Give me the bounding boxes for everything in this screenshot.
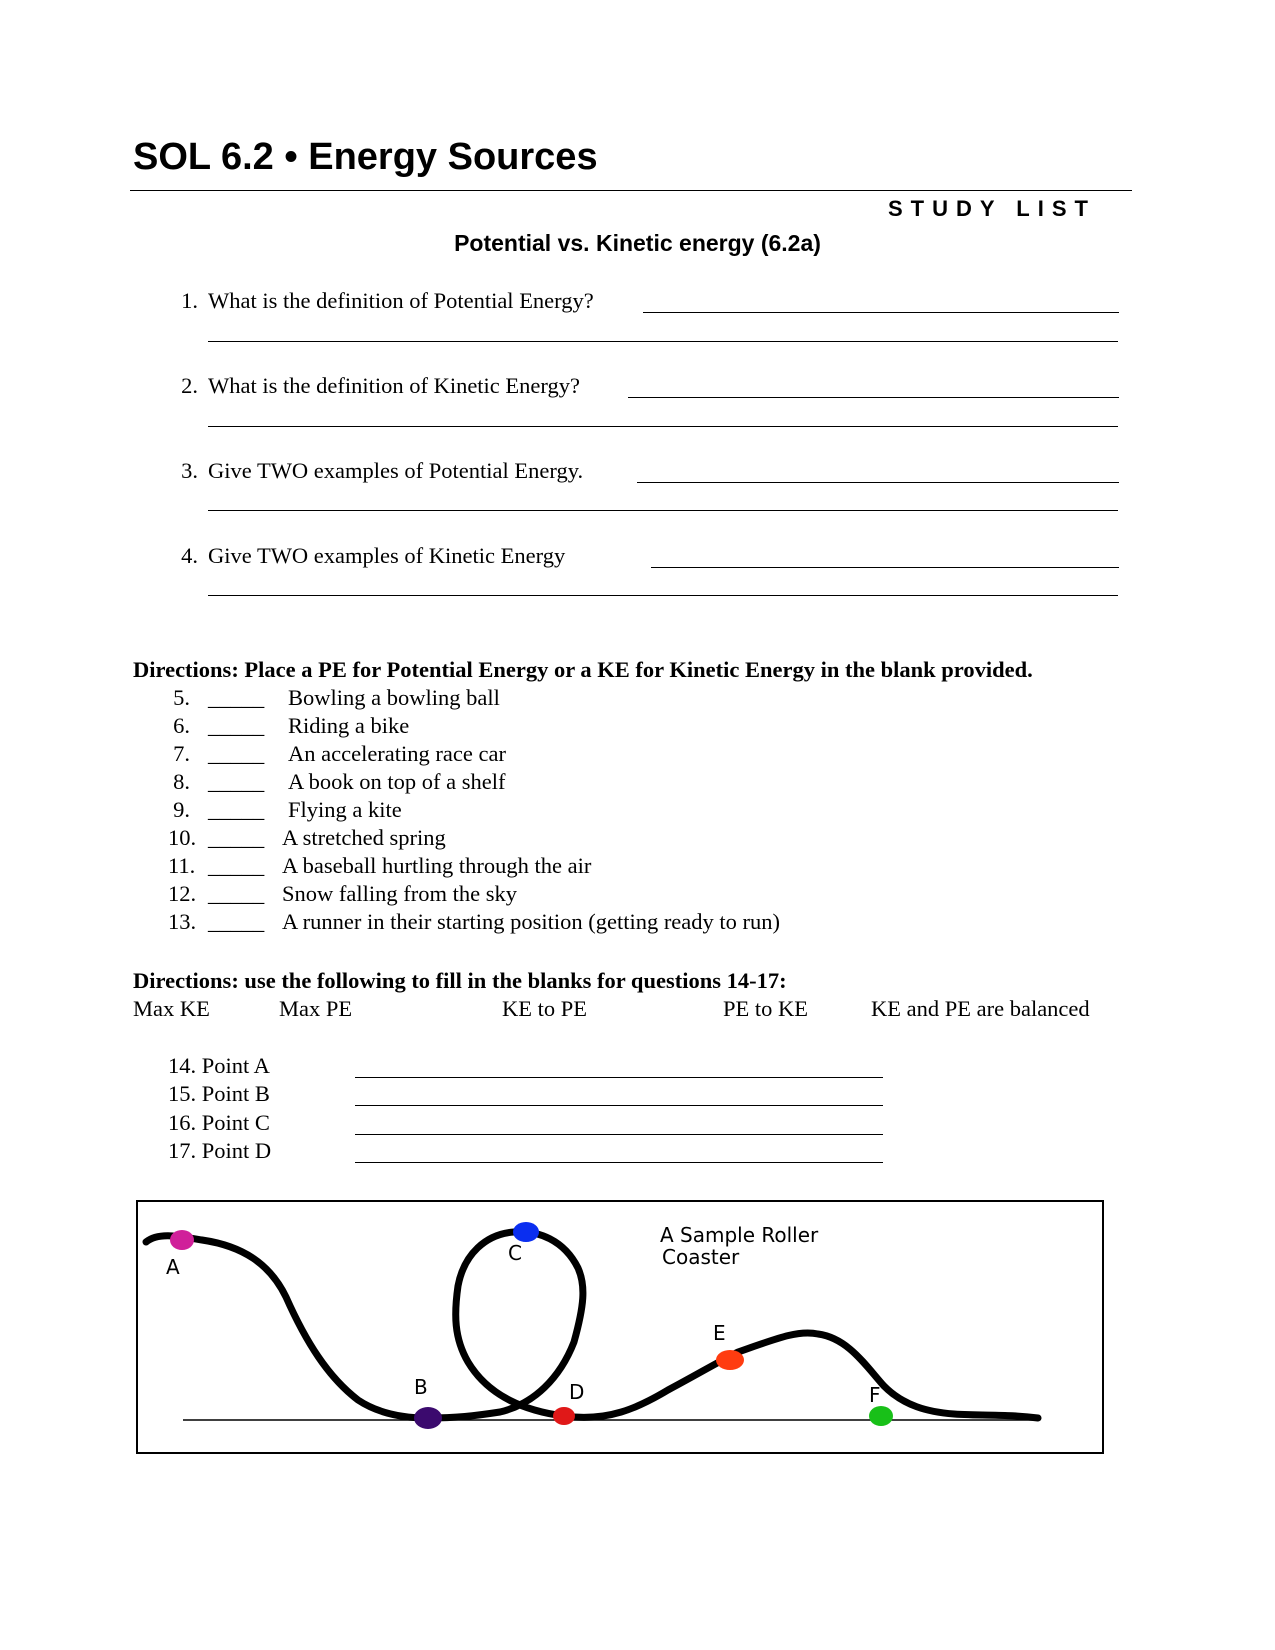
item-text: Flying a kite: [288, 797, 402, 822]
item-number: 6.: [173, 713, 190, 738]
question-number: 4.: [181, 543, 198, 568]
point-a-label: 14. Point A: [168, 1053, 270, 1078]
word-bank-item: Max KE: [133, 996, 210, 1021]
directions-pe-ke: Directions: Place a PE for Potential Energy or a KE for Kinetic Energy in the blank provided.: [133, 657, 1033, 682]
answer-line[interactable]: [355, 1134, 883, 1135]
label-d: D: [569, 1380, 585, 1404]
question-text: Give TWO examples of Kinetic Energy: [208, 543, 566, 568]
answer-line[interactable]: [643, 312, 1119, 313]
item-text: A book on top of a shelf: [288, 769, 506, 794]
item-blank[interactable]: _____: [208, 909, 265, 934]
item-number: 8.: [173, 769, 190, 794]
item-blank[interactable]: _____: [208, 713, 265, 738]
section-title: Potential vs. Kinetic energy (6.2a): [454, 230, 821, 256]
question-text: What is the definition of Kinetic Energy?: [208, 373, 580, 398]
point-d-label: 17. Point D: [168, 1138, 272, 1163]
word-bank-item: KE to PE: [502, 996, 588, 1021]
title-rule: [130, 190, 1132, 191]
item-blank[interactable]: _____: [208, 825, 265, 850]
point-e-marker: [716, 1350, 744, 1370]
answer-line[interactable]: [208, 426, 1118, 427]
item-text: Bowling a bowling ball: [288, 685, 500, 710]
item-number: 5.: [173, 685, 190, 710]
item-text: A runner in their starting position (getting ready to run): [282, 909, 781, 934]
point-b-marker: [414, 1407, 442, 1429]
answer-line[interactable]: [208, 341, 1118, 342]
item-number: 9.: [173, 797, 190, 822]
answer-line[interactable]: [208, 595, 1118, 596]
question-number: 2.: [181, 373, 198, 398]
label-e: E: [713, 1321, 726, 1345]
item-text: A stretched spring: [282, 825, 446, 850]
word-bank-item: Max PE: [279, 996, 353, 1021]
answer-line[interactable]: [651, 567, 1119, 568]
point-c-marker: [513, 1222, 539, 1242]
item-blank[interactable]: _____: [208, 797, 265, 822]
item-number: 10.: [168, 825, 197, 850]
answer-line[interactable]: [208, 510, 1118, 511]
label-c: C: [508, 1241, 522, 1265]
diagram-caption-line1: A Sample Roller: [660, 1223, 819, 1247]
item-text: Snow falling from the sky: [282, 881, 517, 906]
label-b: B: [414, 1375, 428, 1399]
study-list-label: STUDY LIST: [888, 196, 1096, 221]
label-f: F: [869, 1383, 881, 1407]
diagram-caption-line2: Coaster: [662, 1245, 740, 1269]
page-title: SOL 6.2 • Energy Sources: [133, 136, 598, 178]
point-f-marker: [869, 1406, 893, 1426]
answer-line[interactable]: [628, 397, 1119, 398]
point-c-label: 16. Point C: [168, 1110, 270, 1135]
question-number: 1.: [181, 288, 198, 313]
answer-line[interactable]: [355, 1105, 883, 1106]
item-text: A baseball hurtling through the air: [282, 853, 592, 878]
question-text: Give TWO examples of Potential Energy.: [208, 458, 584, 483]
question-number: 3.: [181, 458, 198, 483]
item-text: An accelerating race car: [288, 741, 506, 766]
word-bank-item: KE and PE are balanced: [871, 996, 1090, 1021]
point-a-marker: [170, 1230, 194, 1250]
item-number: 12.: [168, 881, 197, 906]
item-blank[interactable]: _____: [208, 685, 265, 710]
answer-line[interactable]: [637, 482, 1119, 483]
roller-coaster-diagram: [136, 1200, 1104, 1454]
coaster-track: [146, 1232, 1038, 1418]
item-blank[interactable]: _____: [208, 769, 265, 794]
item-blank[interactable]: _____: [208, 853, 265, 878]
question-text: What is the definition of Potential Energy?: [208, 288, 594, 313]
answer-line[interactable]: [355, 1077, 883, 1078]
item-blank[interactable]: _____: [208, 741, 265, 766]
point-d-marker: [553, 1407, 575, 1425]
item-blank[interactable]: _____: [208, 881, 265, 906]
answer-line[interactable]: [355, 1162, 883, 1163]
directions-fill-blanks: Directions: use the following to fill in the blanks for questions 14-17:: [133, 968, 787, 993]
label-a: A: [166, 1255, 180, 1279]
item-number: 13.: [168, 909, 197, 934]
roller-coaster-svg: [138, 1202, 1104, 1454]
item-number: 11.: [168, 853, 196, 878]
point-b-label: 15. Point B: [168, 1081, 270, 1106]
word-bank-item: PE to KE: [723, 996, 809, 1021]
item-number: 7.: [173, 741, 190, 766]
item-text: Riding a bike: [288, 713, 410, 738]
